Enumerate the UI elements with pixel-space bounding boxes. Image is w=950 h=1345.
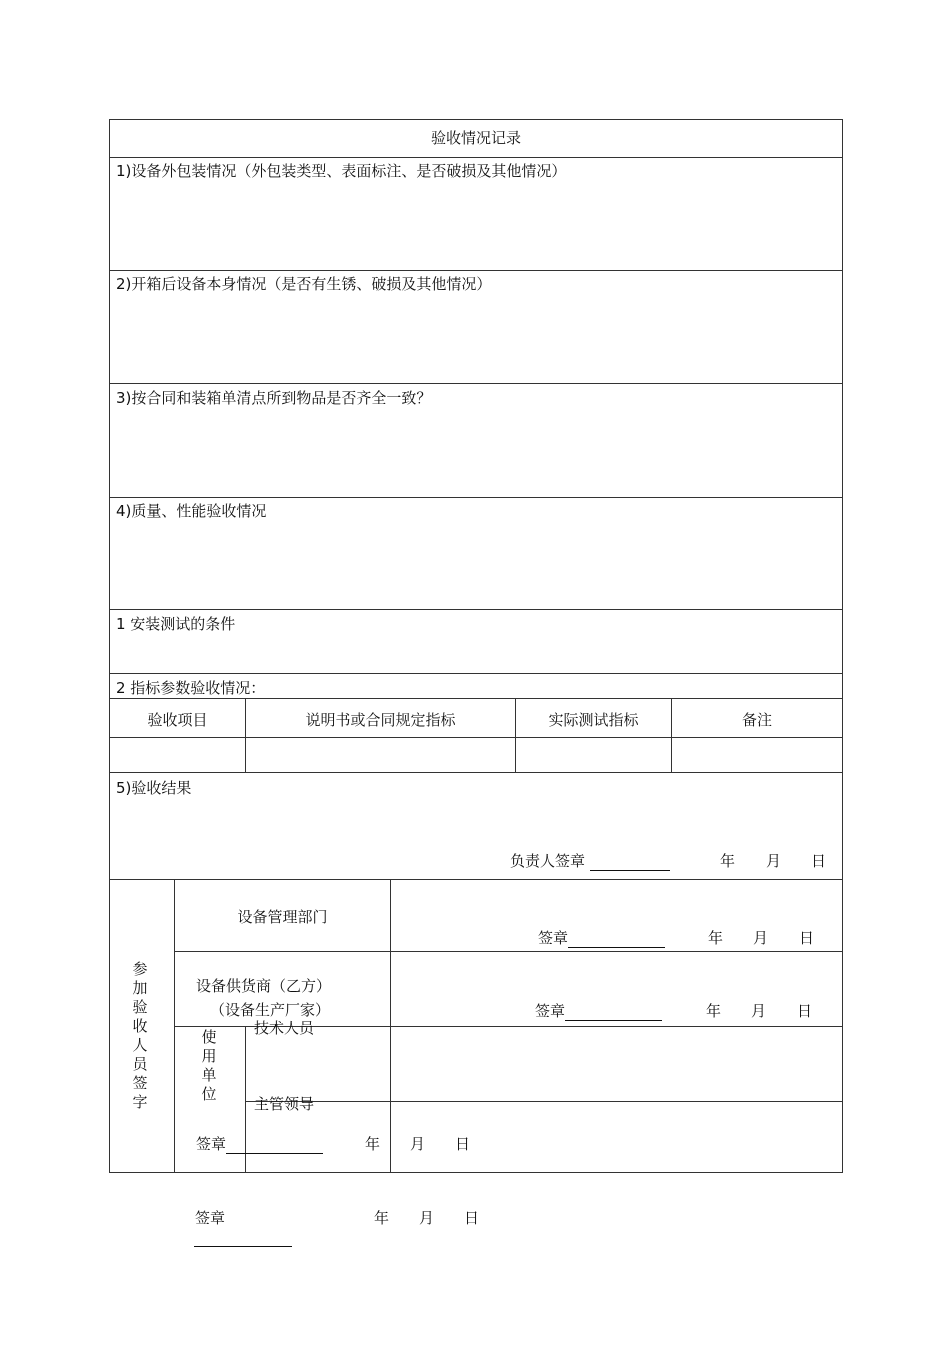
row-divider bbox=[246, 1101, 842, 1102]
acceptance-form: 验收情况记录 1)设备外包装情况（外包装类型、表面标注、是否破损及其他情况） 2)开箱后设备本身情况（是否有生锈、破损及其他情况） 3)按合同和装箱单清点所到物品是否齐全一致？ 4)质量、性能验收情况 1 安装测试的条件 2 指标参数验收情况： 验收项目 说明书或合同规定指标 实际测试指标 备注 5)验收结果 负责人签章 年 月 日 参 加 验 收 人 员 签 字 设备管理部门 签章 年 月 日 设备供货商（乙方） （设备生产厂家） 签章 年 月 日 使 用 单 位 技术人员 主管领导 签章 年 月 日 bbox=[109, 119, 843, 1173]
supplier-label: 设备供货商（乙方） bbox=[196, 977, 332, 995]
footer-sign-label: 签章 bbox=[195, 1209, 226, 1227]
table-header-remark: 备注 bbox=[741, 711, 772, 729]
row-divider bbox=[110, 609, 842, 610]
user-unit-signature: 签章 bbox=[196, 1134, 323, 1154]
form-title: 验收情况记录 bbox=[430, 129, 521, 147]
dept-label: 设备管理部门 bbox=[237, 908, 328, 926]
result-signature-line: 负责人签章 bbox=[510, 851, 670, 871]
signature-blank[interactable] bbox=[565, 1002, 662, 1021]
supplier-signature: 签章 bbox=[535, 1001, 662, 1021]
tech-staff-label: 技术人员 bbox=[254, 1019, 315, 1037]
signature-blank[interactable] bbox=[590, 852, 670, 871]
row-divider bbox=[110, 497, 842, 498]
row-divider bbox=[175, 951, 842, 952]
signature-blank[interactable] bbox=[568, 929, 665, 948]
supplier-sublabel: （设备生产厂家） bbox=[210, 1001, 331, 1019]
table-header-actual: 实际测试指标 bbox=[548, 711, 639, 729]
row-divider bbox=[110, 698, 842, 699]
row-divider bbox=[110, 157, 842, 158]
row-divider bbox=[110, 270, 842, 271]
footer-signature-blank[interactable] bbox=[194, 1246, 292, 1247]
section-unboxing: 2)开箱后设备本身情况（是否有生锈、破损及其他情况） bbox=[116, 275, 492, 293]
leader-label: 主管领导 bbox=[254, 1095, 315, 1113]
section-parameters: 2 指标参数验收情况： bbox=[116, 679, 266, 697]
row-divider bbox=[110, 772, 842, 773]
section-inventory: 3)按合同和装箱单清点所到物品是否齐全一致？ bbox=[116, 389, 432, 407]
participants-side-label: 参 加 验 收 人 员 签 字 bbox=[132, 960, 148, 1111]
user-unit-label: 使 用 单 位 bbox=[201, 1028, 217, 1103]
section-install-conditions: 1 安装测试的条件 bbox=[116, 615, 236, 633]
row-divider bbox=[110, 737, 842, 738]
row-divider bbox=[110, 673, 842, 674]
table-header-item: 验收项目 bbox=[147, 711, 208, 729]
col-divider bbox=[390, 879, 391, 1173]
row-divider bbox=[110, 383, 842, 384]
signature-blank[interactable] bbox=[226, 1135, 323, 1154]
section-packaging: 1)设备外包装情况（外包装类型、表面标注、是否破损及其他情况） bbox=[116, 162, 567, 180]
dept-signature: 签章 bbox=[538, 928, 665, 948]
row-divider bbox=[110, 879, 842, 880]
section-quality: 4)质量、性能验收情况 bbox=[116, 502, 267, 520]
table-header-spec: 说明书或合同规定指标 bbox=[305, 711, 456, 729]
section-result: 5)验收结果 bbox=[116, 779, 192, 797]
